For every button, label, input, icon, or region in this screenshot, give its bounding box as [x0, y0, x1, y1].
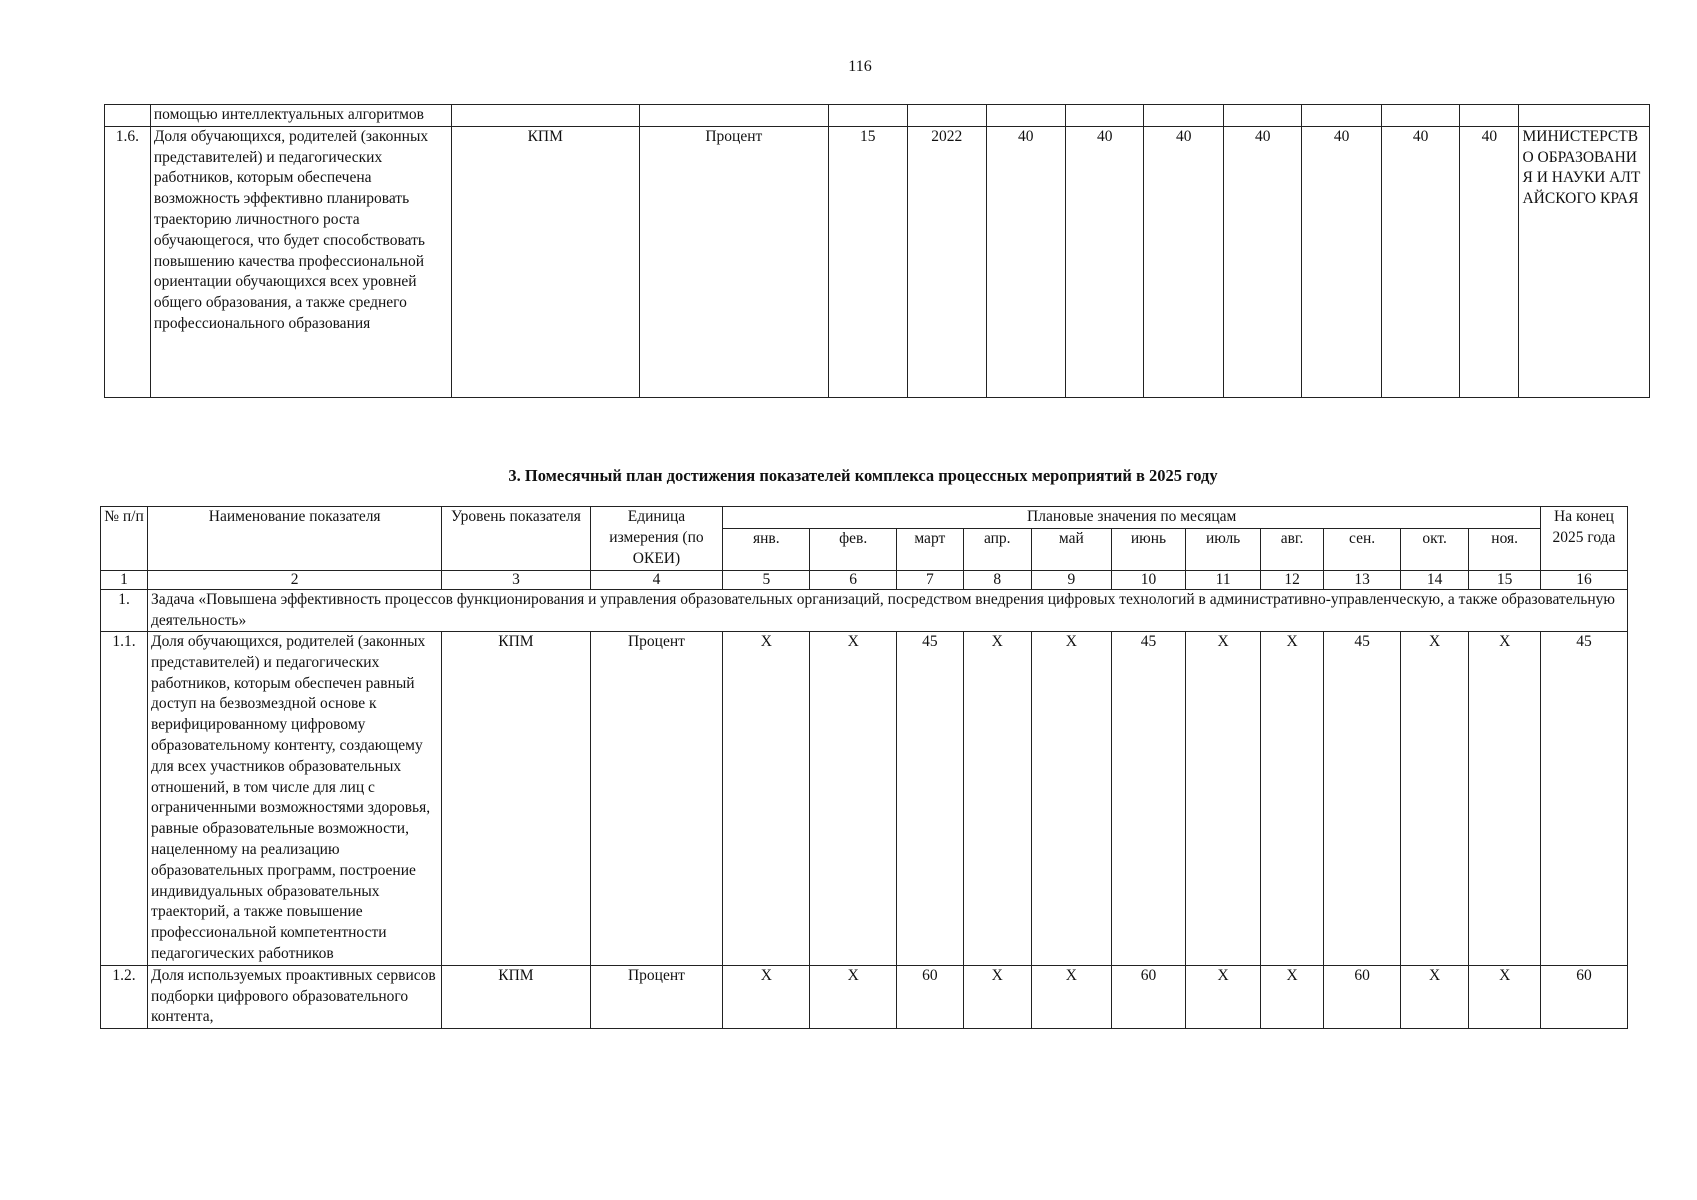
month-value: 45 [1111, 632, 1186, 966]
table-row [105, 105, 1650, 127]
indicator-name: Доля используемых проактивных сервисов подборки цифрового образовательного контента, [148, 965, 442, 1028]
month-header: сен. [1324, 529, 1401, 571]
table-row [101, 965, 1628, 1028]
task-text: Задача «Повышена эффективность процессов функционирования и управления образовательных организаций, посредством внедрения цифровых технологий в административно-управленческую, а также образовательную деятельность» [148, 590, 1628, 632]
section-title: 3. Помесячный план достижения показателей комплекса процессных мероприятий в 2025 году [508, 466, 1218, 485]
monthly-plan-table [100, 506, 1628, 1029]
column-number: 8 [963, 571, 1031, 590]
month-header: май [1032, 529, 1112, 571]
header-plan: Плановые значения по месяцам [723, 507, 1541, 529]
column-number: 12 [1260, 571, 1323, 590]
value-cell: 40 [1066, 126, 1144, 397]
header-unit: Единица измерения (по ОКЕИ) [590, 507, 723, 571]
header-level: Уровень показателя [442, 507, 590, 571]
responsible-body: МИНИСТЕРСТВО ОБРАЗОВАНИЯ И НАУКИ АЛТАЙСКОГО КРАЯ [1519, 126, 1650, 397]
indicator-level: КПМ [442, 632, 590, 966]
month-value: 60 [1324, 965, 1401, 1028]
month-value: X [1400, 965, 1468, 1028]
month-value: 45 [897, 632, 963, 966]
column-numbers-row [101, 571, 1628, 590]
indicator-name: помощью интеллектуальных алгоритмов [150, 105, 451, 127]
month-value: X [1186, 965, 1261, 1028]
column-number: 4 [590, 571, 723, 590]
value-cell: 40 [986, 126, 1065, 397]
row-number: 1.1. [101, 632, 148, 966]
month-value: X [1032, 965, 1112, 1028]
header-num: № п/п [101, 507, 148, 571]
column-number: 5 [723, 571, 810, 590]
month-value: 60 [1111, 965, 1186, 1028]
month-value: X [1260, 965, 1323, 1028]
month-value: X [963, 632, 1031, 966]
indicators-table-continuation [104, 104, 1650, 398]
header-name: Наименование показателя [148, 507, 442, 571]
value-cell: 40 [1460, 126, 1519, 397]
value-cell: 40 [1302, 126, 1381, 397]
end-value: 60 [1540, 965, 1627, 1028]
month-value: X [810, 632, 897, 966]
month-value: X [1469, 632, 1541, 966]
task-number: 1. [101, 590, 148, 632]
row-number: 1.2. [101, 965, 148, 1028]
column-number: 7 [897, 571, 963, 590]
column-number: 16 [1540, 571, 1627, 590]
table-row [101, 632, 1628, 966]
month-value: 60 [897, 965, 963, 1028]
column-number: 11 [1186, 571, 1261, 590]
indicator-level: КПМ [451, 126, 640, 397]
indicator-unit: Процент [590, 965, 723, 1028]
month-header: июль [1186, 529, 1261, 571]
base-year: 2022 [908, 126, 986, 397]
month-value: X [1032, 632, 1112, 966]
month-value: 45 [1324, 632, 1401, 966]
month-header: авг. [1260, 529, 1323, 571]
column-number: 14 [1400, 571, 1468, 590]
end-value: 45 [1540, 632, 1627, 966]
table-row [105, 126, 1650, 397]
indicator-name: Доля обучающихся, родителей (законных представителей) и педагогических работников, которым обеспечена возможность эффективно планировать траекторию личностного роста обучающегося, что будет способствовать повышению качества профессиональной ориентации обучающихся всех уровней общего образования, а также среднего профессионального образования [150, 126, 451, 397]
column-number: 10 [1111, 571, 1186, 590]
page-number: 116 [848, 58, 872, 75]
month-header: апр. [963, 529, 1031, 571]
base-value: 15 [828, 126, 907, 397]
column-number: 3 [442, 571, 590, 590]
indicator-name: Доля обучающихся, родителей (законных представителей) и педагогических работников, которым обеспечен равный доступ на безвозмездной основе к верифицированному цифровому образовательному контенту, создающему для всех участников образовательных отношений, в том числе для лиц с ограниченными возможностями здоровья, равные образовательные возможности, нацеленному на реализацию образовательных программ, построение индивидуальных образовательных траекторий, а также повышение профессиональной компетентности педагогических работников [148, 632, 442, 966]
month-value: X [723, 965, 810, 1028]
month-header: янв. [723, 529, 810, 571]
month-header: ноя. [1469, 529, 1541, 571]
month-value: X [810, 965, 897, 1028]
month-value: X [1469, 965, 1541, 1028]
column-number: 15 [1469, 571, 1541, 590]
indicator-unit: Процент [640, 126, 829, 397]
column-number: 9 [1032, 571, 1112, 590]
indicator-unit: Процент [590, 632, 723, 966]
row-number: 1.6. [105, 126, 151, 397]
month-header: окт. [1400, 529, 1468, 571]
column-number: 2 [148, 571, 442, 590]
month-header: фев. [810, 529, 897, 571]
value-cell: 40 [1223, 126, 1301, 397]
month-header: март [897, 529, 963, 571]
month-header: июнь [1111, 529, 1186, 571]
column-number: 13 [1324, 571, 1401, 590]
value-cell: 40 [1381, 126, 1459, 397]
indicator-level: КПМ [442, 965, 590, 1028]
month-value: X [963, 965, 1031, 1028]
month-value: X [1260, 632, 1323, 966]
month-value: X [1400, 632, 1468, 966]
header-end: На конец 2025 года [1540, 507, 1627, 571]
header-row [101, 507, 1628, 529]
month-value: X [1186, 632, 1261, 966]
value-cell: 40 [1144, 126, 1223, 397]
month-value: X [723, 632, 810, 966]
column-number: 6 [810, 571, 897, 590]
task-row [101, 590, 1628, 632]
column-number: 1 [101, 571, 148, 590]
